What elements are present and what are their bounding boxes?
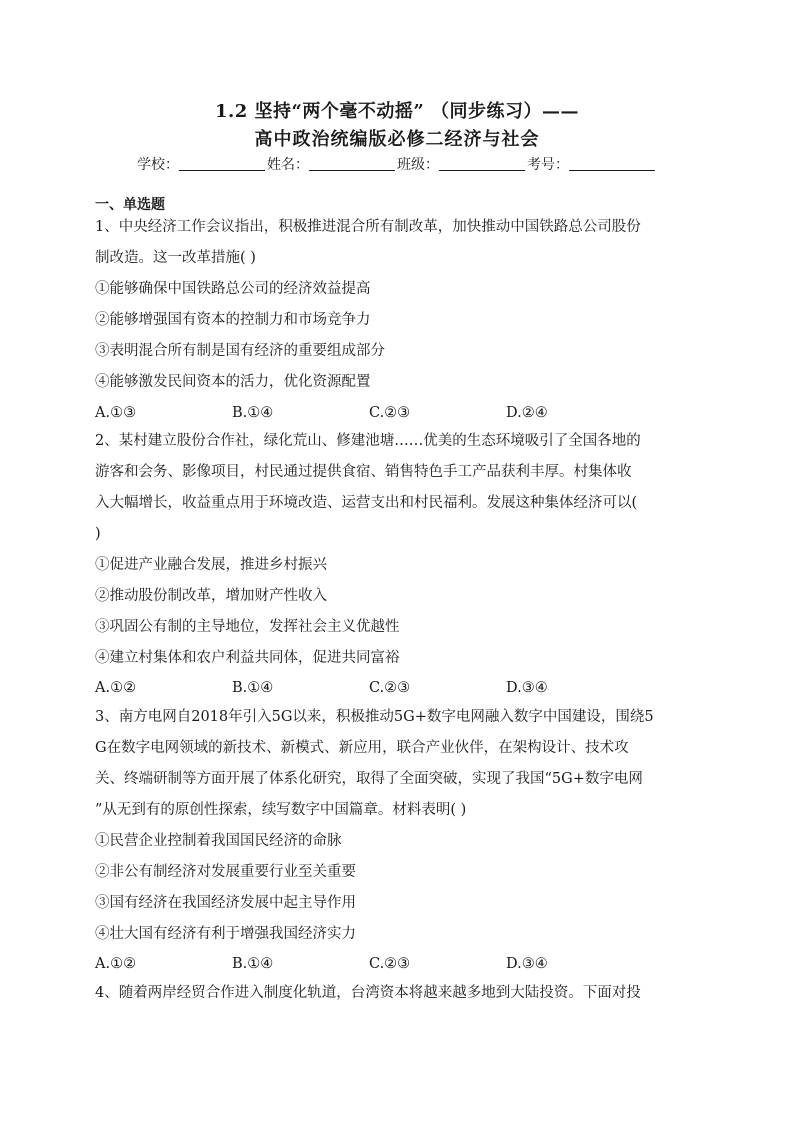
question-1-stem-line: 制改造。这一改革措施( )	[95, 250, 256, 266]
question-2-statement: ④建立村集体和农户利益共同体，促进共同富裕	[95, 650, 400, 666]
question-1-option-c: C.②③	[369, 405, 411, 421]
exam-number-blank	[569, 156, 655, 171]
school-blank	[179, 156, 265, 171]
question-2-option-a: A.①②	[95, 680, 137, 696]
question-2-option-c: C.②③	[369, 680, 411, 696]
question-1-option-a: A.①③	[95, 405, 137, 421]
school-label: 学校：	[137, 157, 179, 173]
question-2-stem-line: 入大幅增长，收益重点用于环境改造、运营支出和村民福利。发展这种集体经济可以(	[95, 495, 638, 511]
question-3-statement: ④壮大国有经济有利于增强我国经济实力	[95, 926, 356, 942]
name-blank	[309, 156, 395, 171]
exam-number-label: 考号：	[527, 157, 569, 173]
question-3-stem-line: 关、终端研制等方面开展了体系化研究，取得了全面突破，实现了我国“5G+数字电网	[95, 771, 643, 787]
question-1-option-d: D.②④	[506, 405, 548, 421]
question-1-statement: ④能够激发民间资本的活力，优化资源配置	[95, 374, 371, 390]
question-2-stem-line: )	[95, 526, 101, 542]
question-2-statement: ③巩固公有制的主导地位，发挥社会主义优越性	[95, 619, 400, 635]
question-3-option-c: C.②③	[369, 956, 411, 972]
section-title: 一、单选题	[95, 197, 165, 213]
class-blank	[439, 156, 525, 171]
class-label: 班级：	[397, 157, 439, 173]
question-1-statement: ①能够确保中国铁路总公司的经济效益提高	[95, 281, 371, 297]
question-1-statement: ②能够增强国有资本的控制力和市场竞争力	[95, 312, 371, 328]
question-3-statement: ①民营企业控制着我国国民经济的命脉	[95, 833, 342, 849]
question-3-option-a: A.①②	[95, 956, 137, 972]
page-title: 1.2 坚持“两个毫不动摇” （同步练习）——	[214, 101, 580, 122]
question-3-stem-line: G在数字电网领域的新技术、新模式、新应用，联合产业伙伴，在架构设计、技术攻	[95, 740, 629, 756]
question-3-stem-line: 3、南方电网自2018年引入5G以来，积极推动5G+数字电网融入数字中国建设，围绕5	[95, 709, 654, 725]
question-2-statement: ①促进产业融合发展，推进乡村振兴	[95, 557, 327, 573]
question-3-option-d: D.③④	[506, 956, 548, 972]
question-4-stem-line: 4、随着两岸经贸合作进入制度化轨道，台湾资本将越来越多地到大陆投资。下面对投	[95, 985, 641, 1001]
question-1-option-b: B.①④	[232, 405, 274, 421]
question-2-option-b: B.①④	[232, 680, 274, 696]
name-label: 姓名：	[267, 157, 309, 173]
question-2-statement: ②推动股份制改革，增加财产性收入	[95, 588, 327, 604]
question-1-statement: ③表明混合所有制是国有经济的重要组成部分	[95, 343, 385, 359]
question-3-option-b: B.①④	[232, 956, 274, 972]
question-2-stem-line: 游客和会务、影像项目，村民通过提供食宿、销售特色手工产品获利丰厚。村集体收	[95, 464, 632, 480]
question-3-stem-line: ”从无到有的原创性探索，续写数字中国篇章。材料表明( )	[95, 802, 467, 818]
page-subtitle: 高中政治统编版必修二经济与社会	[254, 129, 540, 150]
question-3-statement: ②非公有制经济对发展重要行业至关重要	[95, 864, 356, 880]
question-3-statement: ③国有经济在我国经济发展中起主导作用	[95, 895, 356, 911]
question-2-option-d: D.③④	[506, 680, 548, 696]
student-info-row	[0, 154, 794, 174]
question-1-stem-line: 1、中央经济工作会议指出，积极推进混合所有制改革，加快推动中国铁路总公司股份	[95, 219, 641, 235]
question-2-stem-line: 2、某村建立股份合作社，绿化荒山、修建池塘……优美的生态环境吸引了全国各地的	[95, 433, 641, 449]
